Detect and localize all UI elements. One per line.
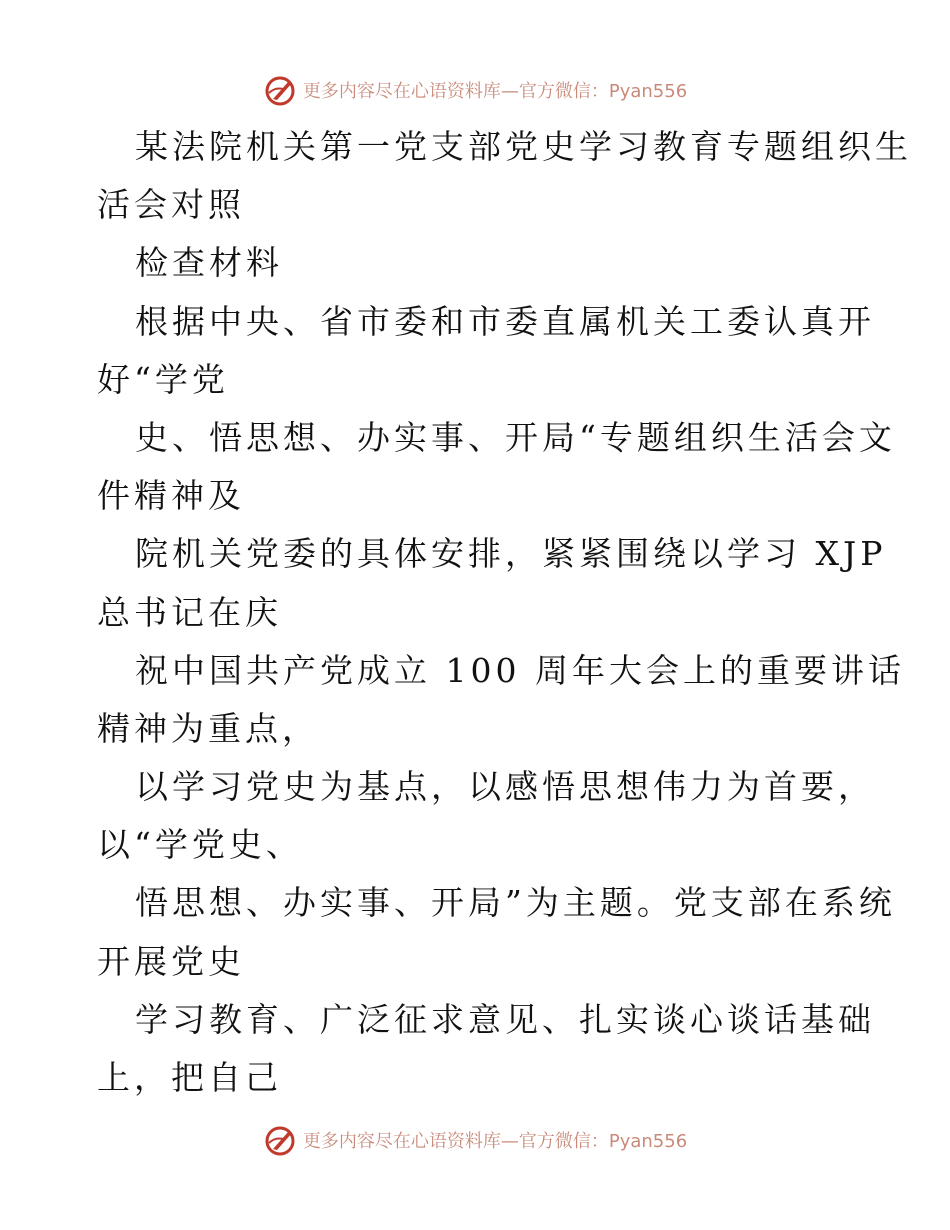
document-line: 活会对照	[97, 185, 245, 225]
header-banner	[0, 70, 950, 110]
document-line: 上，把自己	[97, 1058, 282, 1097]
document-line: 检查材料	[135, 243, 283, 283]
document-line: 总书记在庆	[97, 592, 282, 632]
document-line: 精神为重点，	[97, 708, 319, 748]
document-line: 件精神及	[97, 476, 245, 516]
header-banner-text: 更多内容尽在心语资料库—官方微信：Pyan556	[302, 81, 688, 102]
document-line: 根据中央、省市委和市委直属机关工委认真开	[135, 301, 875, 341]
document-line: 以学习党史为基点，以感悟思想伟力为首要，	[135, 767, 875, 807]
document-line: 某法院机关第一党支部党史学习教育专题组织生	[135, 127, 912, 166]
quill-circle-logo-icon	[263, 1123, 297, 1157]
document-line: 开展党史	[97, 941, 245, 981]
footer-banner	[0, 1120, 950, 1160]
document-line: 悟思想、办实事、开局”为主题。党支部在系统	[135, 883, 896, 923]
document-line: 祝中国共产党成立 100 周年大会上的重要讲话	[135, 650, 905, 690]
quill-circle-logo-icon	[263, 73, 297, 107]
document-line: 好“学党	[97, 359, 229, 399]
document-line: 院机关党委的具体安排，紧紧围绕以学习 XJP	[135, 534, 887, 574]
document-body	[97, 118, 912, 1107]
document-line: 以“学党史、	[97, 825, 303, 865]
document-line: 学习教育、广泛征求意见、扎实谈心谈话基础	[135, 999, 875, 1039]
footer-banner-text: 更多内容尽在心语资料库—官方微信：Pyan556	[302, 1131, 688, 1152]
document-line: 史、悟思想、办实事、开局“专题组织生活会文	[135, 417, 896, 457]
